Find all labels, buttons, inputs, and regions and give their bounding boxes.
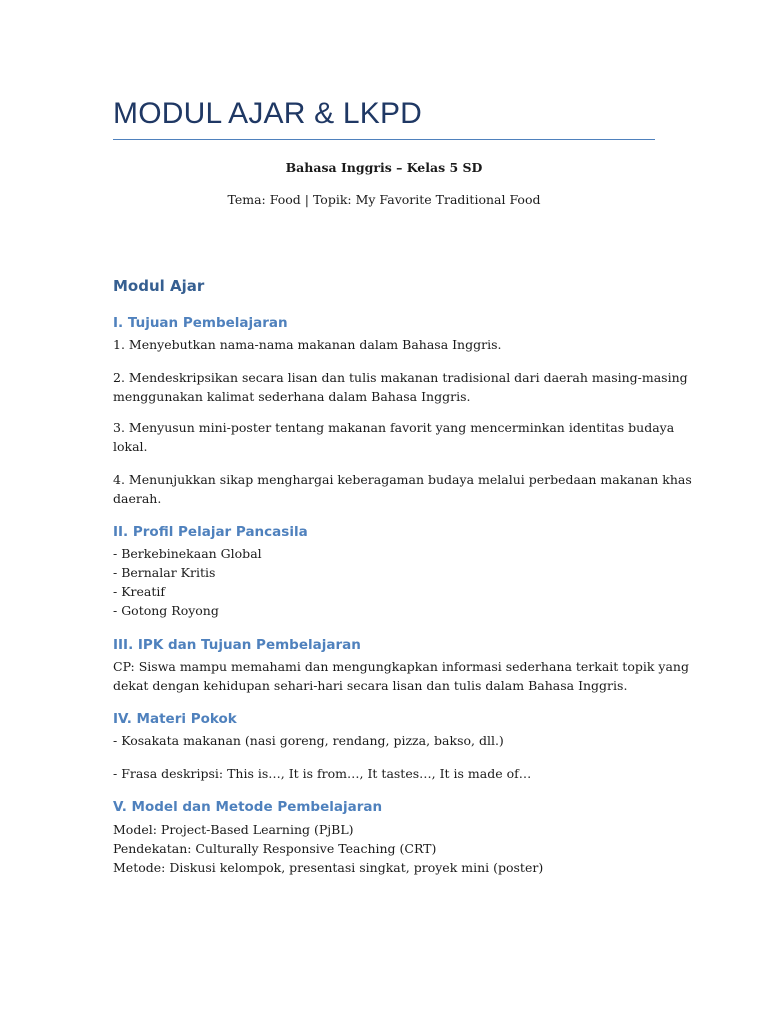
ipk-line-1: CP: Siswa mampu memahami dan mengungkapkan informasi sederhana terkait topik yang bbox=[113, 659, 689, 674]
tujuan-item-1-line-1: 1. Menyebutkan nama-nama makanan dalam Bahasa Inggris. bbox=[113, 337, 502, 352]
title-underline bbox=[113, 139, 655, 140]
model-metode-list bbox=[113, 820, 655, 877]
materi-item-frasa bbox=[113, 764, 655, 783]
ipk-cp-paragraph bbox=[113, 657, 689, 695]
tujuan-item-3-line-2: lokal. bbox=[113, 439, 148, 454]
profil-item: - Bernalar Kritis bbox=[113, 565, 216, 580]
materi-item-line: - Kosakata makanan (nasi goreng, rendang, pizza, bakso, dll.) bbox=[113, 733, 504, 748]
tujuan-item-4 bbox=[113, 470, 692, 508]
section-heading-modul-ajar: Modul Ajar bbox=[113, 277, 205, 295]
theme-topic-line: Tema: Food | Topik: My Favorite Traditional Food bbox=[227, 192, 541, 207]
tujuan-item-3 bbox=[113, 418, 675, 456]
heading-model-metode: V. Model dan Metode Pembelajaran bbox=[113, 799, 383, 815]
metode-line: Metode: Diskusi kelompok, presentasi singkat, proyek mini (poster) bbox=[113, 860, 544, 875]
materi-item-kosakata bbox=[113, 731, 655, 750]
tujuan-item-3-line-1: 3. Menyusun mini-poster tentang makanan favorit yang mencerminkan identitas budaya bbox=[113, 420, 675, 435]
heading-ipk-tujuan: III. IPK dan Tujuan Pembelajaran bbox=[113, 637, 361, 653]
tujuan-item-4-line-1: 4. Menunjukkan sikap menghargai keberagaman budaya melalui perbedaan makanan khas bbox=[113, 472, 692, 487]
tujuan-item-2-line-1: 2. Mendeskripsikan secara lisan dan tulis makanan tradisional dari daerah masing-masing bbox=[113, 370, 688, 385]
model-line: Model: Project-Based Learning (PjBL) bbox=[113, 822, 354, 837]
heading-tujuan-pembelajaran: I. Tujuan Pembelajaran bbox=[113, 315, 288, 331]
tujuan-item-2-line-2: menggunakan kalimat sederhana dalam Bahasa Inggris. bbox=[113, 389, 471, 404]
tujuan-item-4-line-2: daerah. bbox=[113, 491, 162, 506]
profil-item: - Berkebinekaan Global bbox=[113, 546, 262, 561]
profil-item: - Kreatif bbox=[113, 584, 166, 599]
document-title: MODUL AJAR & LKPD bbox=[113, 97, 423, 130]
ipk-line-2: dekat dengan kehidupan sehari-hari secara lisan dan tulis dalam Bahasa Inggris. bbox=[113, 678, 628, 693]
materi-item-line: - Frasa deskripsi: This is…, It is from…, It tastes…, It is made of… bbox=[113, 766, 532, 781]
pendekatan-line: Pendekatan: Culturally Responsive Teaching (CRT) bbox=[113, 841, 437, 856]
tujuan-item-2 bbox=[113, 368, 688, 406]
tujuan-item-1 bbox=[113, 335, 655, 354]
profil-item: - Gotong Royong bbox=[113, 603, 219, 618]
document-subtitle: Bahasa Inggris – Kelas 5 SD bbox=[285, 160, 483, 175]
profil-list bbox=[113, 544, 655, 620]
heading-profil-pelajar-pancasila: II. Profil Pelajar Pancasila bbox=[113, 524, 308, 540]
heading-materi-pokok: IV. Materi Pokok bbox=[113, 711, 237, 727]
